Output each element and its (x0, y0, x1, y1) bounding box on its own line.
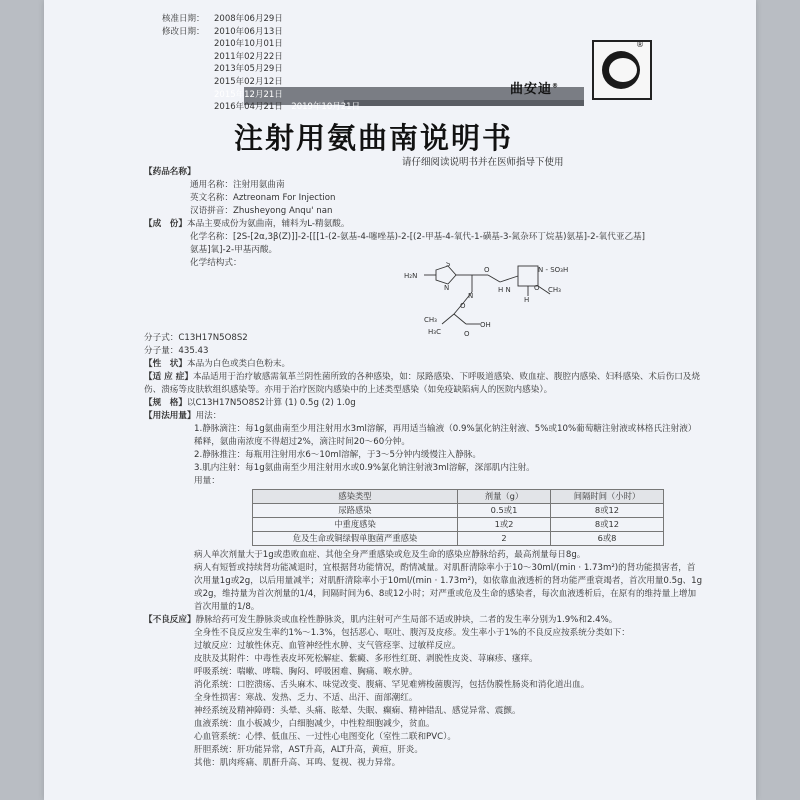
section-heading: 【药品名称】 (144, 167, 196, 177)
chemical-name-line-2: 氨基]氧]-2-甲基丙酸。 (190, 245, 278, 255)
revision-dates (162, 13, 360, 114)
specification-line: 【规 格】以C13H17N5O8S2计算 (1) 0.5g (2) 1.0g (144, 398, 356, 408)
column-header: 剂量（g） (458, 490, 551, 504)
adverse-item: 呼吸系统：喘嗽、哮喘、胸闷、呼吸困难、胸痛、喉水肿。 (194, 667, 418, 677)
table-cell: 2 (458, 532, 551, 546)
dark-band-lower (344, 100, 584, 106)
adverse-item: 神经系统及精神障碍：头晕、头痛、眩晕、失眠、癫痫、精神错乱、感觉异常、震颤。 (194, 706, 521, 716)
generic-name-line: 通用名称：注射用氨曲南 (190, 180, 285, 190)
svg-text:CH₃: CH₃ (548, 286, 561, 294)
svg-text:CH₃: CH₃ (424, 316, 437, 324)
svg-text:O: O (534, 284, 540, 292)
revision-date: 2010年10月01日 (214, 39, 283, 50)
svg-text:O: O (460, 302, 466, 310)
brand-logo-icon (592, 40, 652, 100)
table-row (253, 532, 664, 546)
brand-name: 曲安迪® (510, 82, 560, 97)
table-cell: 8或12 (551, 518, 664, 532)
svg-text:N - SO₃H: N - SO₃H (538, 266, 569, 274)
revision-date: 2013年05月29日 (214, 64, 283, 75)
revision-date: 2015年02月12日 (214, 76, 283, 87)
column-header: 感染类型 (253, 490, 458, 504)
revision-date: 2016年04月21日 (214, 102, 283, 113)
svg-text:H N: H N (498, 286, 511, 294)
page-subtitle: 请仔细阅读说明书并在医师指导下使用 (402, 157, 564, 168)
formula-line: 分子式：C13H17N5O8S2 (144, 333, 248, 343)
table-cell: 1或2 (458, 518, 551, 532)
dosage-heading: 【用法用量】用法： (144, 411, 222, 421)
adverse-item: 皮肤及其附件：中毒性表皮坏死松解症、紫癜、多形性红斑、剥脱性皮炎、荨麻疹、瘙痒。 (194, 654, 538, 664)
structure-label: 化学结构式： (190, 258, 242, 268)
adverse-item: 其他：肌肉疼痛、肌酐升高、耳鸣、复视、视力异常。 (194, 758, 401, 768)
english-name-line: 英文名称：Aztreonam For Injection (190, 193, 336, 203)
adverse-paragraph: 【不良反应】静脉给药可发生静脉炎或血栓性静脉炎，肌内注射可产生局部不适或肿块，二者的发生率分别为1.9%和2.4%。 (144, 615, 618, 625)
svg-text:H: H (524, 296, 530, 304)
table-cell: 尿路感染 (253, 504, 458, 518)
dosage-item: 2.静脉推注：每瓶用注射用水6～10ml溶解，于3～5分钟内缓慢注入静脉。 (194, 450, 481, 460)
revision-date: 2015年12月21日 (214, 89, 283, 100)
approval-label: 核准日期： (162, 14, 205, 24)
svg-text:N: N (444, 284, 450, 292)
svg-text:H₃C: H₃C (428, 328, 441, 336)
adverse-overall: 全身性不良反应发生率约1%～1.3%，包括恶心、呕吐、腹泻及皮疹。发生率小于1%的不良反应按系统分类如下： (194, 628, 630, 638)
highlight-date: 2019年10月21日 (291, 102, 361, 113)
logo-registered-mark: ® (636, 40, 644, 49)
svg-text:OH: OH (480, 321, 491, 329)
table-cell: 0.5或1 (458, 504, 551, 518)
revision-label: 修改日期： (162, 26, 205, 37)
indications-paragraph: 【适 应 症】本品适用于治疗敏感需氧革兰阴性菌所致的各种感染，如：尿路感染、下呼吸道感染、败血症、腹腔内感染、妇科感染、术后伤口及烧伤、溃疡等皮肤软组织感染等。亦用于治疗医院内感染中的上述类型感染（如免疫缺陷病人的医院内感染）。 (144, 372, 700, 395)
table-cell: 危及生命或铜绿假单胞菌严重感染 (253, 532, 458, 546)
dosage-paragraph: 病人单次剂量大于1g或患败血症、其他全身严重感染或危及生命的感染应静脉给药，最高剂量每日8g。 (194, 550, 586, 560)
amount-label: 用量： (194, 476, 220, 486)
adverse-item: 肝胆系统：肝功能异常，AST升高，ALT升高，黄疸，肝炎。 (194, 745, 423, 755)
dosage-paragraph: 病人有短暂或持续肾功能减退时，宜根据肾功能情况，酌情减量。对肌酐清除率小于10～30ml/(min · 1.73m²)的肾功能损害者，首次用量1g或2g，以后用量减半；对肌酐清除率小于10ml/(min · 1.73m²)，如依靠血液透析的肾功能严重衰竭者，首次用量0.5g、1g或2g，维持量为首次剂量的1/4，间隔时间为6、8或12小时；对严重或危及生命的感染者，每次血液透析后，在原有的维持量上增加首次用量的1/8。 (194, 563, 703, 612)
svg-text:S: S (446, 262, 451, 268)
table-cell: 8或12 (551, 504, 664, 518)
table-row (253, 504, 664, 518)
svg-text:O: O (484, 266, 490, 274)
approval-date: 2008年06月29日 (214, 14, 283, 24)
adverse-item: 心血管系统：心悸、低血压、一过性心电图变化（室性二联和PVC）。 (194, 732, 456, 742)
column-header: 间隔时间（小时） (551, 490, 664, 504)
ingredients-line: 【成 份】本品主要成份为氨曲南，辅料为L-精氨酸。 (144, 219, 350, 229)
svg-text:O: O (464, 330, 470, 338)
table-row (253, 518, 664, 532)
adverse-item: 血液系统：血小板减少，白细胞减少，中性粒细胞减少，贫血。 (194, 719, 435, 729)
document-body (144, 166, 704, 770)
table-cell: 中重度感染 (253, 518, 458, 532)
svg-text:H₂N: H₂N (404, 272, 418, 280)
svg-text:N: N (468, 292, 474, 300)
adverse-item: 消化系统：口腔溃疡、舌头麻木、味觉改变、腹痛、罕见难辨梭菌腹泻，包括伪膜性肠炎和消化道出血。 (194, 680, 590, 690)
dosage-table (252, 489, 664, 546)
revision-date: 2011年02月22日 (214, 51, 283, 62)
dosage-item: 3.肌内注射：每1g氨曲南至少用注射用水或0.9%氯化钠注射液3ml溶解，深部肌内注射。 (194, 463, 535, 473)
page-title: 注射用氨曲南说明书 (234, 121, 514, 155)
chemical-name-line: 化学名称：[2S-[2α,3β(Z)]]-2-[[[1-(2-氨基-4-噻唑基)-2-[(2-甲基-4-氧代-1-磺基-3-氮杂环丁烷基)氨基]-2-氧代亚乙基] (190, 232, 645, 242)
molecular-weight-line: 分子量：435.43 (144, 346, 209, 356)
structure-diagram-icon (384, 262, 624, 340)
table-header-row (253, 490, 664, 504)
properties-line: 【性 状】本品为白色或类白色粉末。 (144, 359, 291, 369)
instruction-sheet (44, 0, 756, 800)
adverse-item: 过敏反应：过敏性休克、血管神经性水肿、支气管痉挛、过敏样反应。 (194, 641, 461, 651)
pinyin-line: 汉语拼音：Zhusheyong Anqu' nan (190, 206, 333, 216)
adverse-item: 全身性损害：寒战、发热、乏力、不适、出汗、面部潮红。 (194, 693, 418, 703)
dosage-item: 1.静脉滴注：每1g氨曲南至少用注射用水3ml溶解，再用适当输液（0.9%氯化钠注射液、5%或10%葡萄糖注射液或林格氏注射液）稀释，氨曲南浓度不得超过2%，滴注时间20～60分钟。 (194, 424, 697, 447)
revision-date: 2010年06月13日 (214, 26, 283, 37)
table-cell: 6或8 (551, 532, 664, 546)
